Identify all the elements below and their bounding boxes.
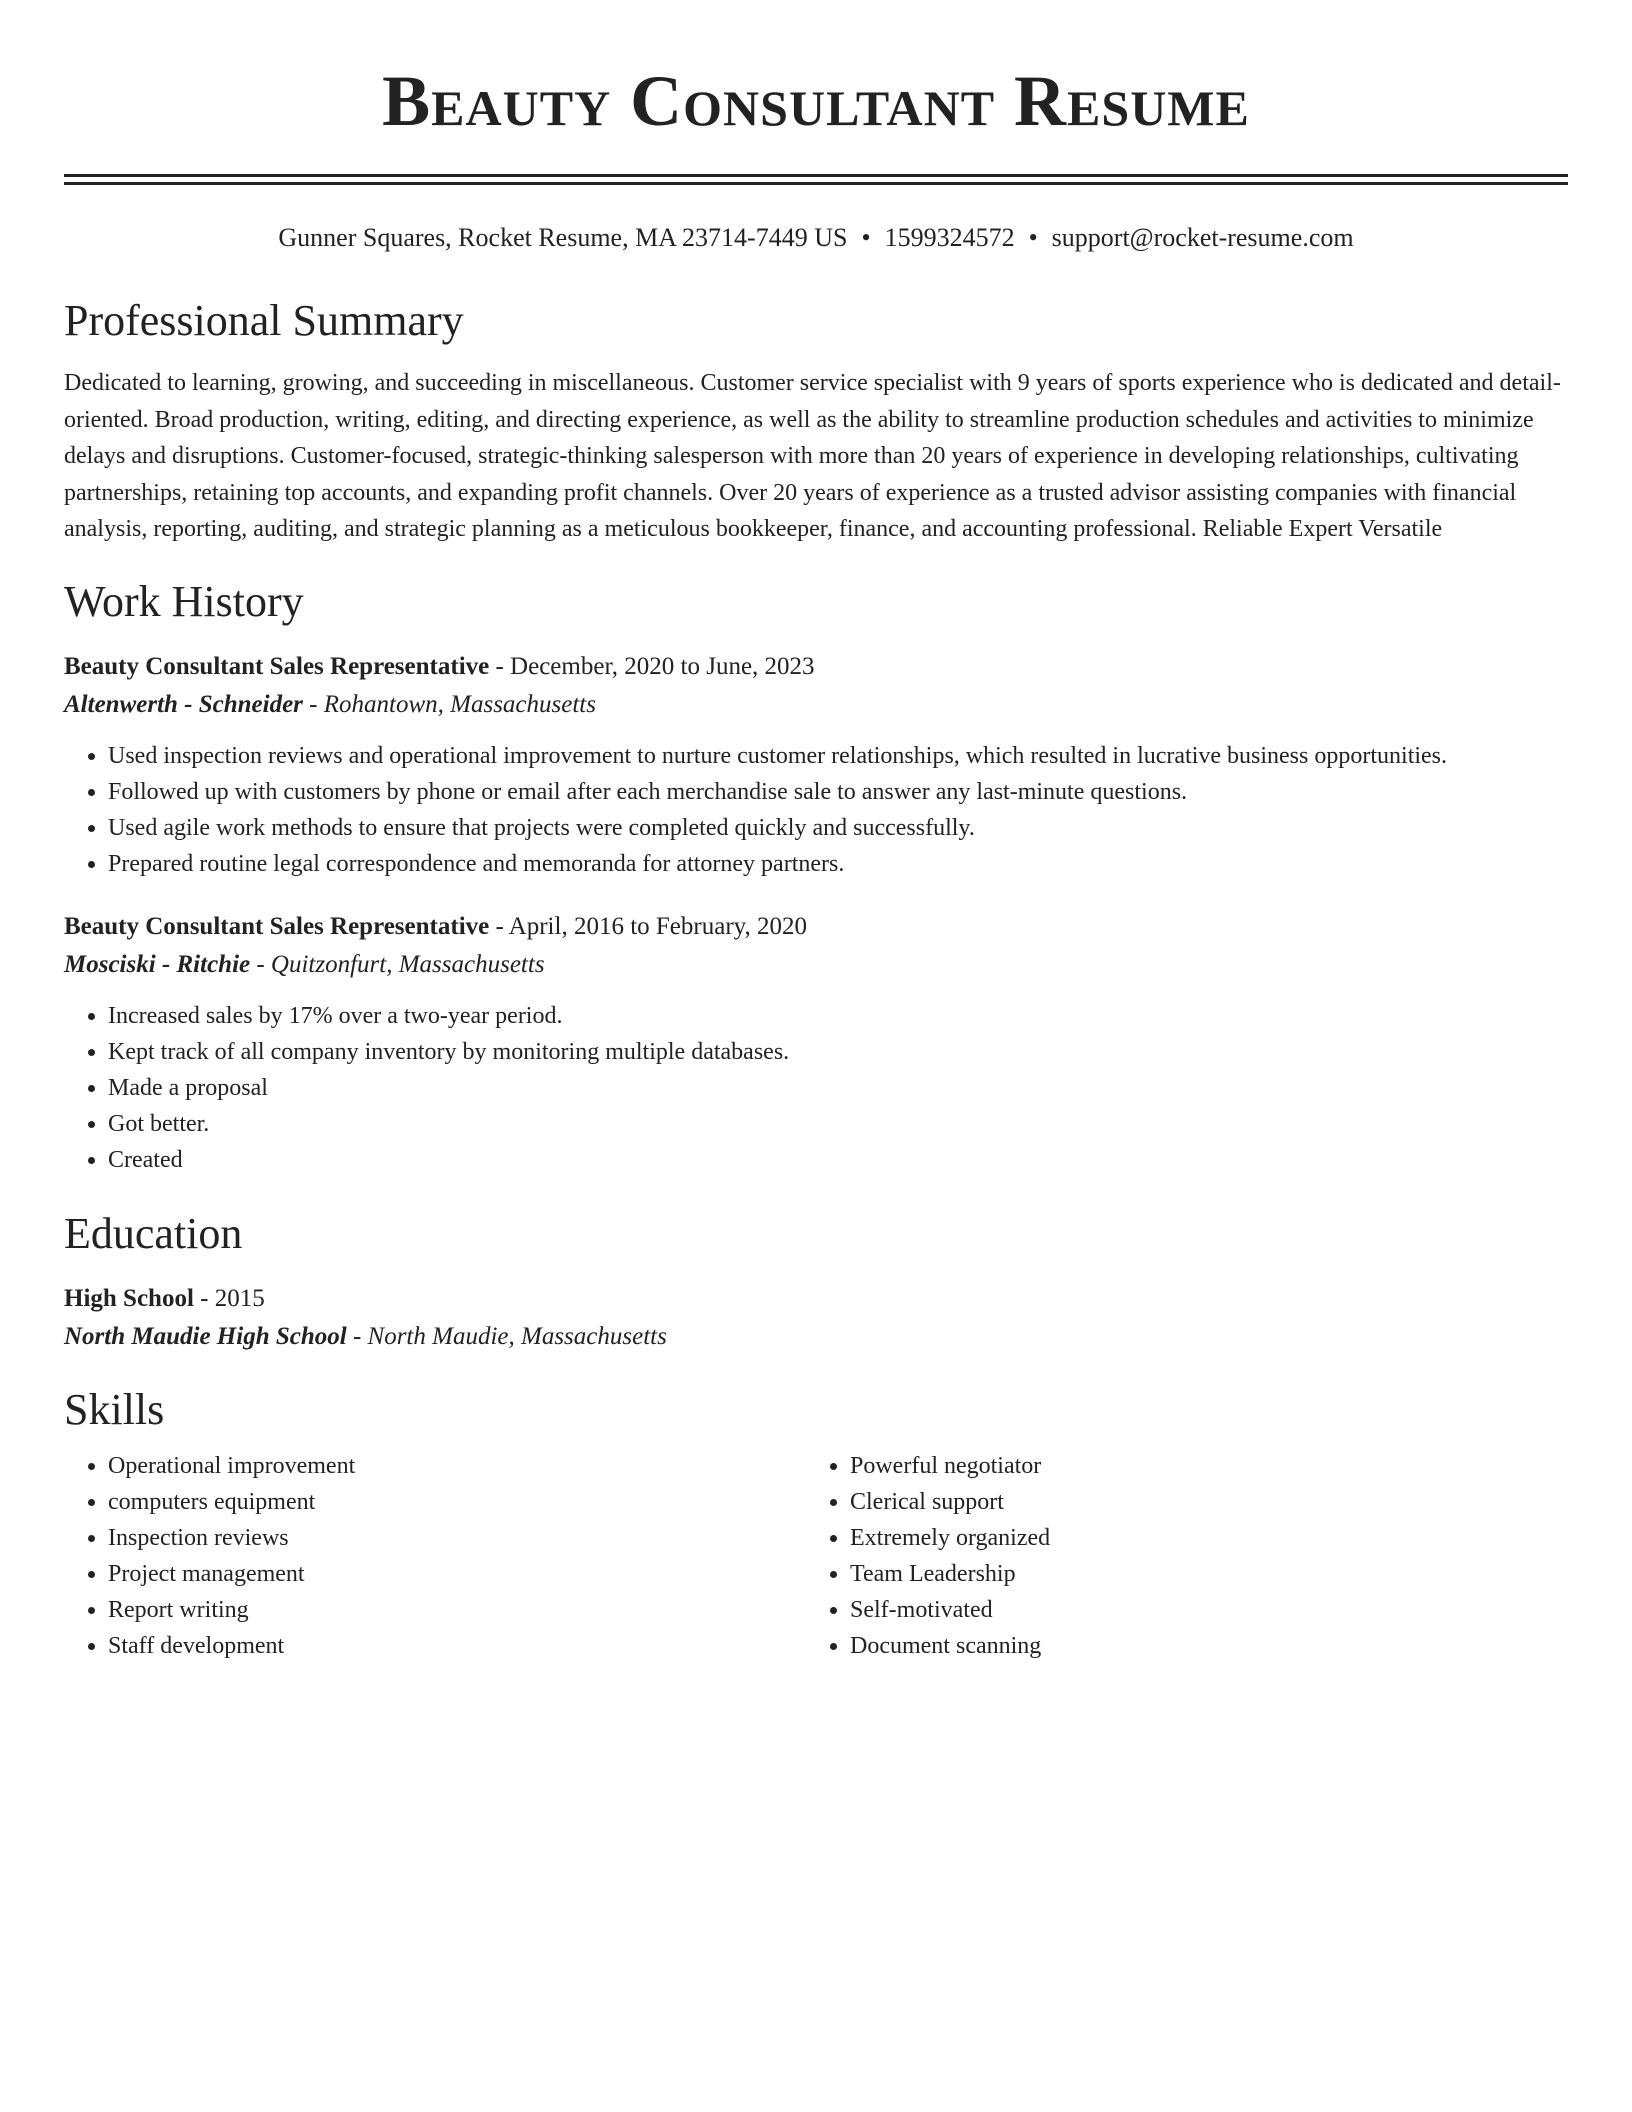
skills-column-right — [806, 1448, 1548, 1664]
job-entry — [64, 648, 1568, 882]
job-title: Beauty Consultant Sales Representative — [64, 652, 490, 680]
education-year: - 2015 — [193, 1284, 265, 1312]
education-location: - North Maudie, Massachusetts — [346, 1322, 667, 1350]
skills-column-left — [64, 1448, 806, 1664]
job-company: Altenwerth - Schneider — [64, 690, 303, 718]
skill-item: • Extremely organized — [850, 1520, 1548, 1556]
job-title-line — [64, 648, 1568, 686]
job-location: - Rohantown, Massachusetts — [302, 690, 596, 718]
contact-address: Gunner Squares, Rocket Resume, MA 23714-7449 US — [278, 223, 848, 252]
education-school: North Maudie High School — [64, 1322, 347, 1350]
work-history-heading: Work History — [64, 576, 304, 626]
education-degree: High School — [64, 1284, 194, 1312]
job-dates: - December, 2020 to June, 2023 — [489, 652, 815, 680]
contact-separator: • — [1028, 223, 1038, 252]
job-location: - Quitzonfurt, Massachusetts — [250, 950, 545, 978]
skill-item: • Report writing — [108, 1592, 806, 1628]
contact-separator: • — [861, 223, 871, 252]
contact-email: support@rocket-resume.com — [1051, 223, 1354, 252]
skill-item: • Team Leadership — [850, 1556, 1548, 1592]
skill-item: • Project management — [108, 1556, 806, 1592]
skills-heading: Skills — [64, 1384, 165, 1434]
resume-title: Beauty Consultant Resume — [382, 61, 1250, 141]
skill-item: • Powerful negotiator — [850, 1448, 1548, 1484]
job-company-line — [64, 946, 1568, 984]
skill-item: • Document scanning — [850, 1628, 1548, 1664]
list-item: • Got better. — [108, 1106, 1568, 1142]
job-company-line — [64, 686, 1568, 724]
contact-phone: 1599324572 — [884, 223, 1015, 252]
skill-item: • Staff development — [108, 1628, 806, 1664]
education-heading: Education — [64, 1208, 243, 1258]
education-entry — [64, 1280, 1568, 1356]
education-degree-line — [64, 1280, 1568, 1318]
summary-heading: Professional Summary — [64, 296, 464, 345]
list-item: • Created — [108, 1142, 1568, 1178]
list-item: • Followed up with customers by phone or email after each merchandise sale to answer any last-minute questions. — [108, 774, 1568, 810]
job-entry — [64, 908, 1568, 1178]
job-bullets — [64, 738, 1568, 882]
list-item: • Made a proposal — [108, 1070, 1568, 1106]
job-dates: - April, 2016 to February, 2020 — [489, 912, 808, 940]
list-item: • Used inspection reviews and operational improvement to nurture customer relationships, which resulted in lucrative business opportunities. — [108, 738, 1568, 774]
title-divider — [64, 174, 1568, 185]
list-item: • Kept track of all company inventory by monitoring multiple databases. — [108, 1034, 1568, 1070]
summary-text: Dedicated to learning, growing, and succeeding in miscellaneous. Customer service specialist with 9 years of sports experience who is dedicated and detail-oriented. Broad production, writing, editing, and directing experience, as well as the ability to streamline production schedules and activities to minimize delays and disruptions. Customer-focused, strategic-thinking salesperson with more than 20 years of experience in developing relationships, cultivating partnerships, retaining top accounts, and expanding profit channels. Over 20 years of experience as a trusted advisor assisting companies with financial analysis, reporting, auditing, and strategic planning as a meticulous bookkeeper, finance, and accounting professional. Reliable Expert Versatile — [64, 370, 1561, 542]
skill-item: • Self-motivated — [850, 1592, 1548, 1628]
skills-grid — [64, 1448, 1568, 1664]
job-title-line — [64, 908, 1568, 946]
education-school-line — [64, 1318, 1568, 1356]
job-company: Mosciski - Ritchie — [64, 950, 251, 978]
skill-item: • computers equipment — [108, 1484, 806, 1520]
job-bullets — [64, 998, 1568, 1178]
skill-item: • Clerical support — [850, 1484, 1548, 1520]
contact-line — [64, 221, 1568, 255]
job-title: Beauty Consultant Sales Representative — [64, 912, 490, 940]
list-item: • Prepared routine legal correspondence and memoranda for attorney partners. — [108, 846, 1568, 882]
list-item: • Used agile work methods to ensure that projects were completed quickly and successfully. — [108, 810, 1568, 846]
list-item: • Increased sales by 17% over a two-year period. — [108, 998, 1568, 1034]
skill-item: • Operational improvement — [108, 1448, 806, 1484]
skill-item: • Inspection reviews — [108, 1520, 806, 1556]
